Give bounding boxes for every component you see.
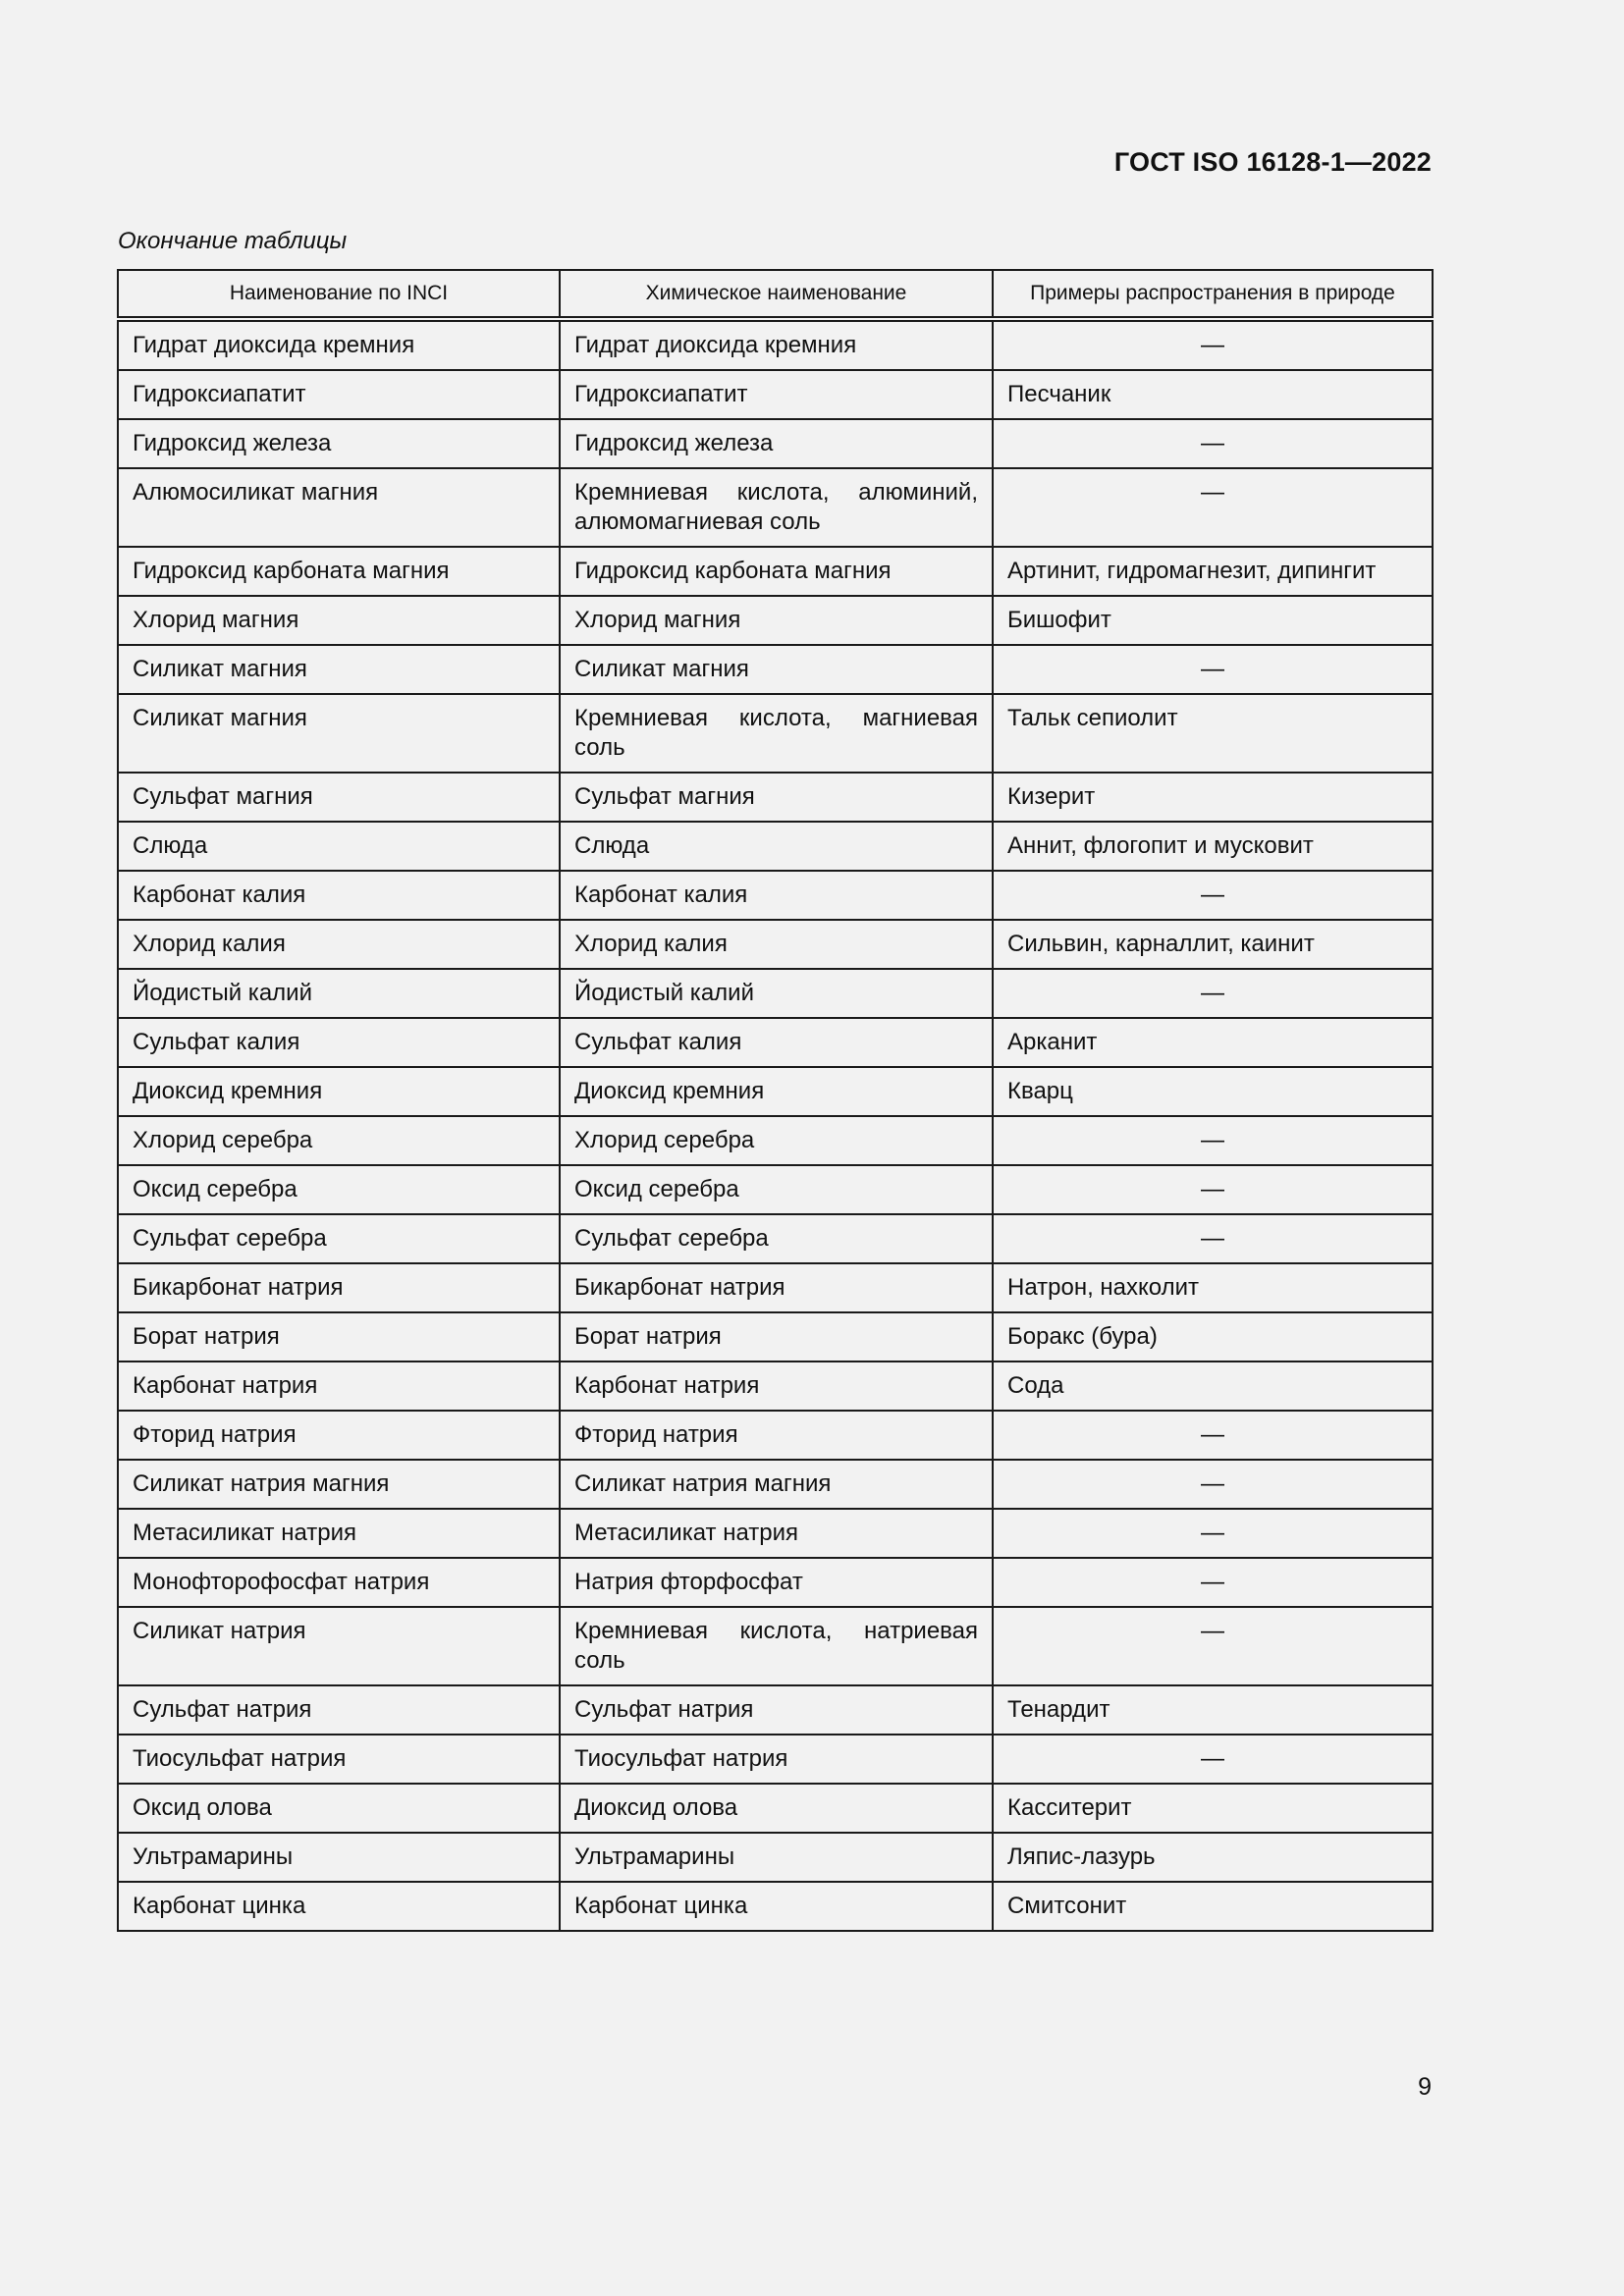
inci-name-cell: Борат натрия xyxy=(118,1312,560,1362)
table-row xyxy=(118,1214,1433,1263)
inci-name-cell: Силикат натрия магния xyxy=(118,1460,560,1509)
table-continuation-label: Окончание таблицы xyxy=(118,228,348,254)
natural-example-cell: Сильвин, карналлит, каинит xyxy=(993,920,1433,969)
chemical-name-cell: Кремниевая кислота, алюминий, алюмомагниевая соль xyxy=(560,468,993,547)
table-row xyxy=(118,1116,1433,1165)
chemical-name-cell: Хлорид серебра xyxy=(560,1116,993,1165)
natural-example-cell: — xyxy=(993,645,1433,694)
chemical-name-cell: Диоксид олова xyxy=(560,1784,993,1833)
natural-example-cell: Тенардит xyxy=(993,1685,1433,1735)
table-header-row xyxy=(118,270,1433,319)
table-row xyxy=(118,1067,1433,1116)
chemical-name-cell: Силикат натрия магния xyxy=(560,1460,993,1509)
chemical-name-cell: Борат натрия xyxy=(560,1312,993,1362)
chemical-name-cell: Гидроксид железа xyxy=(560,419,993,468)
natural-example-cell: — xyxy=(993,1607,1433,1685)
chemical-name-cell: Карбонат цинка xyxy=(560,1882,993,1931)
page-number: 9 xyxy=(1418,2073,1432,2101)
inci-name-cell: Сульфат магния xyxy=(118,773,560,822)
inci-name-cell: Силикат магния xyxy=(118,645,560,694)
natural-example-cell: — xyxy=(993,1116,1433,1165)
table-row xyxy=(118,645,1433,694)
inci-name-cell: Карбонат натрия xyxy=(118,1362,560,1411)
chemical-name-cell: Силикат магния xyxy=(560,645,993,694)
natural-example-cell: — xyxy=(993,969,1433,1018)
inci-name-cell: Сульфат серебра xyxy=(118,1214,560,1263)
chemical-name-cell: Гидрат диоксида кремния xyxy=(560,319,993,370)
chemical-name-cell: Слюда xyxy=(560,822,993,871)
chemical-name-cell: Карбонат натрия xyxy=(560,1362,993,1411)
natural-example-cell: Натрон, нахколит xyxy=(993,1263,1433,1312)
inci-name-cell: Слюда xyxy=(118,822,560,871)
chemical-name-cell: Гидроксид карбоната магния xyxy=(560,547,993,596)
chemical-name-cell: Бикарбонат натрия xyxy=(560,1263,993,1312)
table-row xyxy=(118,1362,1433,1411)
natural-example-cell: Тальк сепиолит xyxy=(993,694,1433,773)
natural-example-cell: Кварц xyxy=(993,1067,1433,1116)
inci-name-cell: Сульфат калия xyxy=(118,1018,560,1067)
inci-name-cell: Сульфат натрия xyxy=(118,1685,560,1735)
chemical-name-cell: Метасиликат натрия xyxy=(560,1509,993,1558)
inci-name-cell: Силикат магния xyxy=(118,694,560,773)
chemical-name-cell: Фторид натрия xyxy=(560,1411,993,1460)
natural-example-cell: Касситерит xyxy=(993,1784,1433,1833)
inci-name-cell: Монофторофосфат натрия xyxy=(118,1558,560,1607)
natural-example-cell: Артинит, гидромагнезит, дипингит xyxy=(993,547,1433,596)
inci-name-cell: Карбонат калия xyxy=(118,871,560,920)
natural-example-cell: Кизерит xyxy=(993,773,1433,822)
table-body xyxy=(118,319,1433,1931)
header-chemical-name: Химическое наименование xyxy=(560,270,993,319)
natural-example-cell: — xyxy=(993,319,1433,370)
table-row xyxy=(118,822,1433,871)
table-row xyxy=(118,1018,1433,1067)
inci-name-cell: Гидроксиапатит xyxy=(118,370,560,419)
inci-name-cell: Гидроксид карбоната магния xyxy=(118,547,560,596)
chemical-name-cell: Кремниевая кислота, натриевая соль xyxy=(560,1607,993,1685)
inci-name-cell: Гидрат диоксида кремния xyxy=(118,319,560,370)
table-row xyxy=(118,319,1433,370)
natural-example-cell: — xyxy=(993,1509,1433,1558)
standard-designation: ГОСТ ISO 16128-1—2022 xyxy=(1113,147,1432,177)
table-row xyxy=(118,969,1433,1018)
table-row xyxy=(118,1263,1433,1312)
natural-example-cell: Сода xyxy=(993,1362,1433,1411)
table-row xyxy=(118,1312,1433,1362)
natural-example-cell: — xyxy=(993,468,1433,547)
inci-name-cell: Гидроксид железа xyxy=(118,419,560,468)
natural-example-cell: Песчаник xyxy=(993,370,1433,419)
table-row xyxy=(118,1685,1433,1735)
natural-example-cell: — xyxy=(993,1165,1433,1214)
table-row xyxy=(118,920,1433,969)
table-row xyxy=(118,1735,1433,1784)
natural-example-cell: — xyxy=(993,1558,1433,1607)
inci-name-cell: Оксид олова xyxy=(118,1784,560,1833)
inci-name-cell: Хлорид калия xyxy=(118,920,560,969)
chemical-name-cell: Сульфат натрия xyxy=(560,1685,993,1735)
table-row xyxy=(118,419,1433,468)
inci-name-cell: Карбонат цинка xyxy=(118,1882,560,1931)
chemical-name-cell: Хлорид калия xyxy=(560,920,993,969)
minerals-table xyxy=(117,269,1434,1932)
inci-name-cell: Оксид серебра xyxy=(118,1165,560,1214)
natural-example-cell: Арканит xyxy=(993,1018,1433,1067)
table-row xyxy=(118,1411,1433,1460)
chemical-name-cell: Оксид серебра xyxy=(560,1165,993,1214)
table-row xyxy=(118,1833,1433,1882)
natural-example-cell: — xyxy=(993,1214,1433,1263)
inci-name-cell: Тиосульфат натрия xyxy=(118,1735,560,1784)
chemical-name-cell: Сульфат серебра xyxy=(560,1214,993,1263)
table-row xyxy=(118,1607,1433,1685)
natural-example-cell: Боракс (бура) xyxy=(993,1312,1433,1362)
inci-name-cell: Хлорид магния xyxy=(118,596,560,645)
header-natural-examples: Примеры распространения в природе xyxy=(993,270,1433,319)
chemical-name-cell: Сульфат магния xyxy=(560,773,993,822)
inci-name-cell: Метасиликат натрия xyxy=(118,1509,560,1558)
chemical-name-cell: Гидроксиапатит xyxy=(560,370,993,419)
table-row xyxy=(118,1460,1433,1509)
inci-name-cell: Алюмосиликат магния xyxy=(118,468,560,547)
natural-example-cell: — xyxy=(993,871,1433,920)
natural-example-cell: — xyxy=(993,419,1433,468)
chemical-name-cell: Ультрамарины xyxy=(560,1833,993,1882)
inci-name-cell: Бикарбонат натрия xyxy=(118,1263,560,1312)
chemical-name-cell: Тиосульфат натрия xyxy=(560,1735,993,1784)
inci-name-cell: Йодистый калий xyxy=(118,969,560,1018)
table-row xyxy=(118,1165,1433,1214)
natural-example-cell: Смитсонит xyxy=(993,1882,1433,1931)
inci-name-cell: Хлорид серебра xyxy=(118,1116,560,1165)
table-row xyxy=(118,468,1433,547)
chemical-name-cell: Карбонат калия xyxy=(560,871,993,920)
chemical-name-cell: Диоксид кремния xyxy=(560,1067,993,1116)
chemical-name-cell: Кремниевая кислота, магниевая соль xyxy=(560,694,993,773)
natural-example-cell: — xyxy=(993,1735,1433,1784)
natural-example-cell: Ляпис-лазурь xyxy=(993,1833,1433,1882)
inci-name-cell: Фторид натрия xyxy=(118,1411,560,1460)
table-row xyxy=(118,1558,1433,1607)
table-row xyxy=(118,596,1433,645)
chemical-name-cell: Натрия фторфосфат xyxy=(560,1558,993,1607)
inci-name-cell: Диоксид кремния xyxy=(118,1067,560,1116)
chemical-name-cell: Сульфат калия xyxy=(560,1018,993,1067)
inci-name-cell: Ультрамарины xyxy=(118,1833,560,1882)
table-row xyxy=(118,694,1433,773)
natural-example-cell: Аннит, флогопит и мусковит xyxy=(993,822,1433,871)
inci-name-cell: Силикат натрия xyxy=(118,1607,560,1685)
table-row xyxy=(118,547,1433,596)
natural-example-cell: Бишофит xyxy=(993,596,1433,645)
table-row xyxy=(118,1784,1433,1833)
natural-example-cell: — xyxy=(993,1411,1433,1460)
table-row xyxy=(118,871,1433,920)
header-inci-name: Наименование по INCI xyxy=(118,270,560,319)
table-row xyxy=(118,1509,1433,1558)
natural-example-cell: — xyxy=(993,1460,1433,1509)
table-row xyxy=(118,773,1433,822)
chemical-name-cell: Йодистый калий xyxy=(560,969,993,1018)
table-row xyxy=(118,370,1433,419)
chemical-name-cell: Хлорид магния xyxy=(560,596,993,645)
table-row xyxy=(118,1882,1433,1931)
